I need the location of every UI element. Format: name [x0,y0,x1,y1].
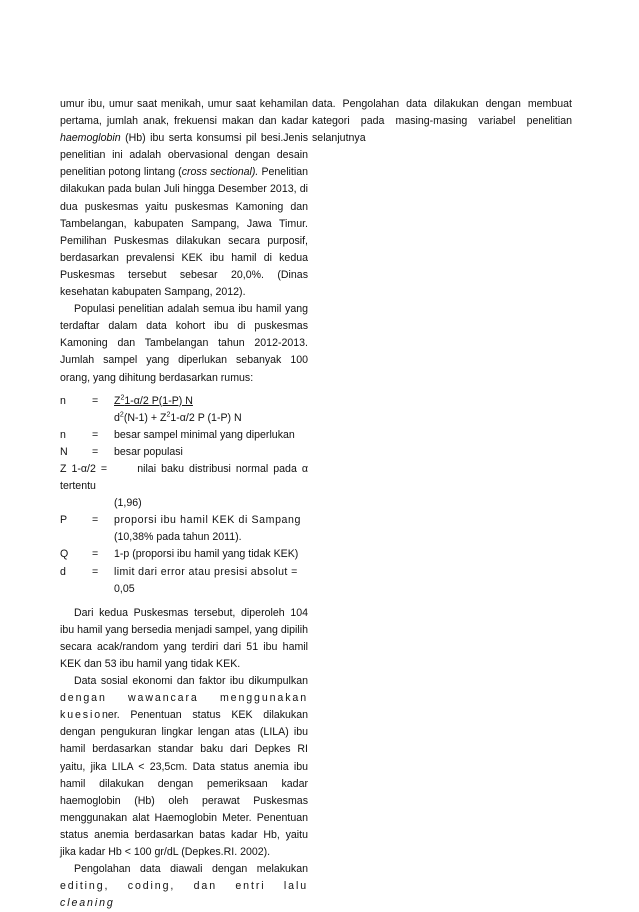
formula-def-z-value: (1,96) [114,497,142,510]
processing-paragraph: Pengolahan data diawali dengan melakukan editing, coding, dan entri lalu cleaning [60,863,308,910]
formula-numerator-row: n = $Z^21-\alpha/2$ P(1-P) N [60,393,308,410]
formula-def-p: P = proporsi ibu hamil KEK di Sampang [60,514,302,527]
formula-def-z: Z 1-α/2 = nilai baku distribusi normal pada α tertentu [60,462,311,493]
cross-sectional-italic: cross sectional). [181,166,259,179]
sample-paragraph: Dari kedua Puskesmas tersebut, diperoleh 104 ibu hamil yang bersedia menjadi sampel, yang dipilih secara acak/random yang terdiri dari 51 ibu hamil KEK dan 53 ibu hamil yang tidak KEK. [60,606,308,670]
formula-def-n: n = besar sampel minimal yang diperlukan [60,428,295,441]
right-column [312,96,572,147]
left-column [60,96,311,912]
formula-def-p-value: (10,38% pada tahun 2011). [114,531,242,544]
formula-def-N: N = besar populasi [60,445,183,458]
formula-denominator: $d^2(N-1) + Z^21-\alpha/2$ P (1-P) N [114,411,242,424]
method-text-3: Penelitian dilakukan pada bulan Juli hingga Desember 2013, di dua puskesmas yaitu puskesmas Kamoning dan Tambelangan, kabupaten Sampang, Jawa Timur. Pemilihan Puskesmas dilakukan secara purposif, berdasarkan prevalensi KEK ibu hamil di kedua Puskesmas tersebut sebesar 20,0%. (Dinas kesehatan kabupaten Sampang, 2012). [60,166,308,299]
formula-numerator: $Z^21-\alpha/2$ P(1-P) N [114,394,193,407]
formula-def-d-value: 0,05 [114,582,135,595]
method-text-1: umur ibu, umur saat menikah, umur saat kehamilan pertama, jumlah anak, frekuensi makan dan kadar [60,98,308,128]
processing-continued-paragraph: data. Pengolahan data dilakukan dengan membuat kategori pada masing-masing variabel penelitian selanjutnya [312,98,572,145]
formula-def-q: Q = 1-p (proporsi ibu hamil yang tidak KEK) [60,548,299,561]
data-collection-paragraph: Data sosial ekonomi dan faktor ibu dikumpulkan dengan wawancara menggunakan kuesioner. Penentuan status KEK dilakukan dengan pengukuran lingkar lengan atas (LILA) ibu hamil berdasarkan standar baku dari Depkes RI yaitu, jika LILA < 23,5cm. Data status anemia ibu hamil dilakukan dengan pemeriksaan kadar haemoglobin (Hb) oleh perawat Puskesmas menggunakan alat Haemoglobin Meter. Penentuan status anemia berdasarkan batas kadar Hb, yaitu jika kadar Hb < 100 gr/dL (Depkes.RI. 2002). [60,675,308,859]
haemoglobin-italic: haemoglobin [60,132,121,145]
method-paragraph [60,96,308,301]
population-paragraph: Populasi penelitian adalah semua ibu hamil yang terdaftar dalam data kohort ibu di puskesmas Kamoning dan Tambelangan tahun 2012-2013. Jumlah sampel yang diperlukan sebanyak 100 orang, yang dihitung berdasarkan rumus: [60,303,308,384]
method-text-2: (Hb) ibu serta konsumsi pil besi.Jenis penelitian ini adalah obervasional dengan desain penelitian potong lintang ( [60,132,308,179]
sample-size-formula [60,393,311,598]
formula-def-d: d = limit dari error atau presisi absolut = [60,565,298,578]
